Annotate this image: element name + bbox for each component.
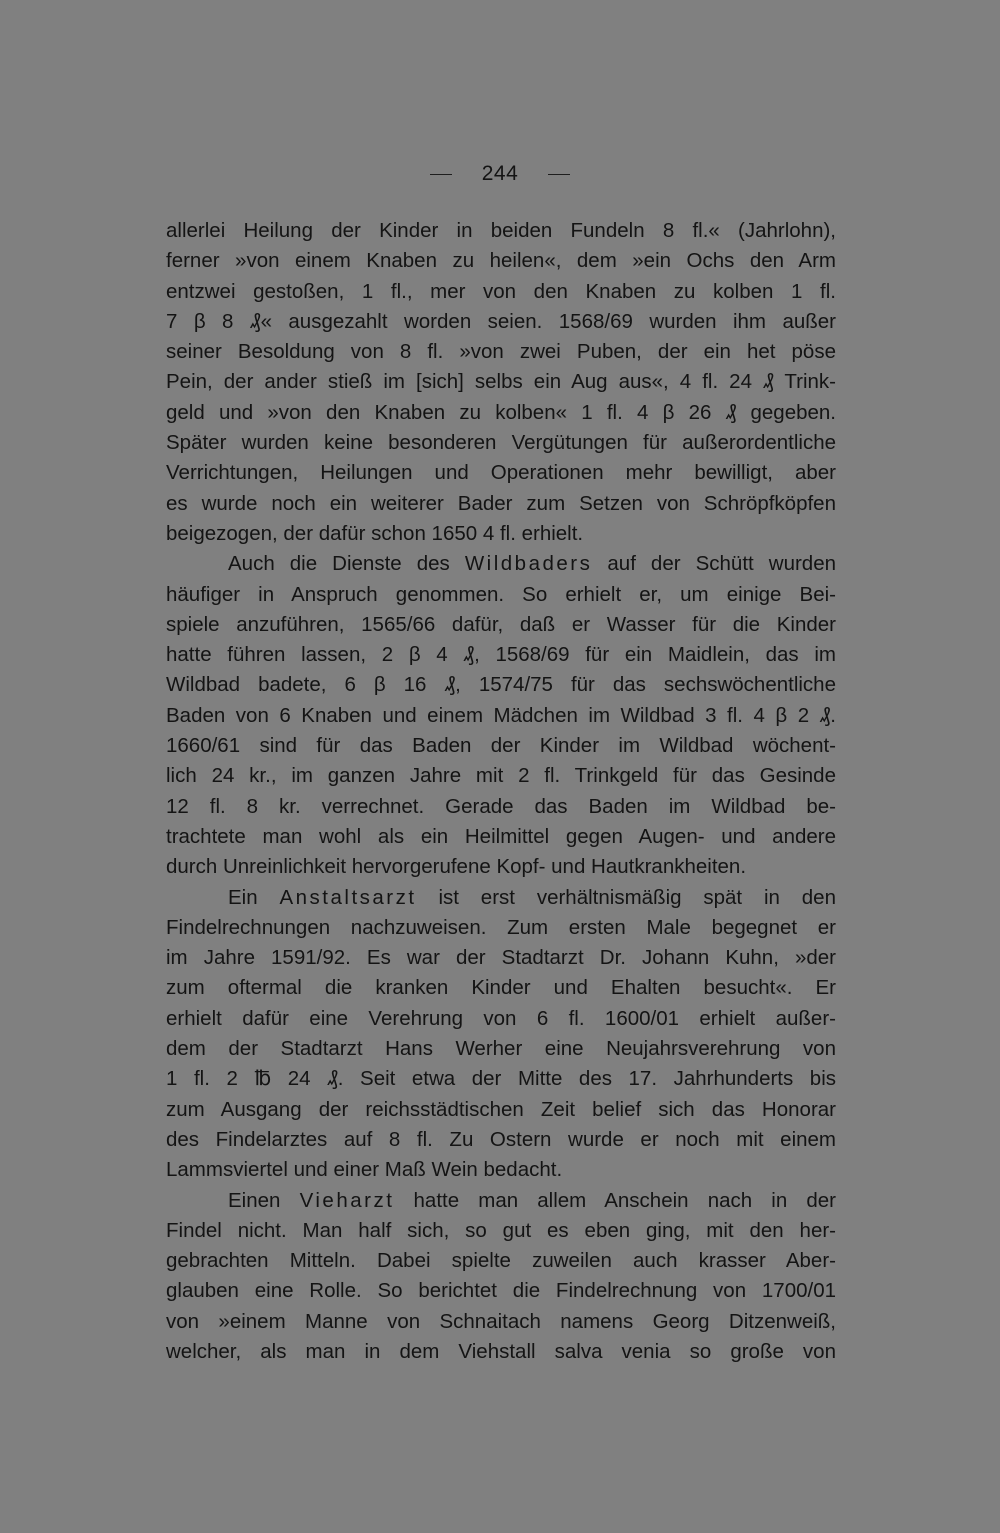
spaced-term-wildbader: Wildbaders (464, 552, 593, 576)
text-line: zum Ausgang der reichsstädtischen Zeit belief sich das Honorar (166, 1097, 836, 1121)
text-segment: Auch die Dienste des (228, 552, 465, 576)
text-segment: ist erst verhältnismäßig spät in den (416, 885, 836, 909)
text-line: spiele anzuführen, 1565/66 dafür, daß er Wasser für die Kinder (166, 612, 836, 636)
text-line: welcher, als man in dem Viehstall salva venia so große von (166, 1339, 836, 1363)
text-line: geld und »von den Knaben zu kolben« 1 fl. 4 β 26 ₰ gegeben. (166, 400, 836, 424)
page-number (0, 162, 1000, 186)
text-line: glauben eine Rolle. So berichtet die Findelrechnung von 1700/01 (166, 1279, 836, 1303)
paragraph-first-line (166, 883, 836, 913)
text-line: Baden von 6 Knaben und einem Mädchen im Wildbad 3 fl. 4 β 2 ₰. (166, 703, 836, 727)
page-number-dash-right (548, 174, 570, 175)
text-line: 7 β 8 ₰« ausgezahlt worden seien. 1568/69 wurden ihm außer (166, 309, 836, 333)
text-line: lich 24 kr., im ganzen Jahre mit 2 fl. Trinkgeld für das Gesinde (166, 764, 836, 788)
paragraph-last-line: durch Unreinlichkeit hervorgerufene Kopf- und Hautkrankheiten. (166, 855, 747, 879)
text-line: Später wurden keine besonderen Vergütungen für außerordentliche (166, 431, 836, 455)
text-line: 1660/61 sind für das Baden der Kinder im Wildbad wöchent- (166, 734, 836, 758)
paragraph-first-line (166, 549, 836, 579)
text-segment: hatte man allem Anschein nach in der (394, 1188, 836, 1212)
text-line: erhielt dafür eine Verehrung von 6 fl. 1600/01 erhielt außer- (166, 1006, 836, 1030)
text-line: gebrachten Mitteln. Dabei spielte zuweilen auch krasser Aber- (166, 1249, 836, 1273)
text-line: Findel nicht. Man half sich, so gut es eben ging, mit den her- (166, 1218, 836, 1242)
body-text (166, 216, 836, 1367)
page-number-dash-left (430, 174, 452, 175)
text-line: seiner Besoldung von 8 fl. »von zwei Puben, der ein het pöse (166, 340, 836, 364)
text-line: 12 fl. 8 kr. verrechnet. Gerade das Baden im Wildbad be- (166, 794, 836, 818)
text-line: im Jahre 1591/92. Es war der Stadtarzt Dr. Johann Kuhn, »der (166, 946, 836, 970)
text-line: des Findelarztes auf 8 fl. Zu Ostern wurde er noch mit einem (166, 1127, 836, 1151)
text-line: dem der Stadtarzt Hans Werher eine Neujahrsverehrung von (166, 1037, 836, 1061)
text-line: 1 fl. 2 ℔ 24 ₰. Seit etwa der Mitte des 17. Jahrhunderts bis (166, 1067, 836, 1091)
text-line: von »einem Manne von Schnaitach namens Georg Ditzenweiß, (166, 1309, 836, 1333)
spaced-term-anstaltsarzt: Anstaltsarzt (279, 885, 417, 909)
paragraph-first-line (166, 1186, 836, 1216)
text-line: Verrichtungen, Heilungen und Operationen mehr bewilligt, aber (166, 461, 836, 485)
page-number-value: 244 (481, 162, 519, 185)
text-line: trachtete man wohl als ein Heilmittel gegen Augen- und andere (166, 824, 836, 848)
paragraph-last-line: beigezogen, der dafür schon 1650 4 fl. erhielt. (166, 521, 584, 545)
text-line: ferner »von einem Knaben zu heilen«, dem »ein Ochs den Arm (166, 249, 836, 273)
text-line: hatte führen lassen, 2 β 4 ₰, 1568/69 für ein Maidlein, das im (166, 643, 836, 667)
text-line: entzwei gestoßen, 1 fl., mer von den Knaben zu kolben 1 fl. (166, 279, 836, 303)
paragraph-last-line: Lammsviertel und einer Maß Wein bedacht. (166, 1158, 563, 1182)
spaced-term-vieharzt: Vieharzt (299, 1188, 395, 1212)
text-segment: Ein (228, 885, 280, 909)
text-line: Wildbad badete, 6 β 16 ₰, 1574/75 für das sechswöchentliche (166, 673, 836, 697)
text-line: Findelrechnungen nachzuweisen. Zum ersten Male begegnet er (166, 915, 836, 939)
text-line: häufiger in Anspruch genommen. So erhielt er, um einige Bei- (166, 582, 836, 606)
text-line: es wurde noch ein weiterer Bader zum Setzen von Schröpfköpfen (166, 491, 836, 515)
text-line: allerlei Heilung der Kinder in beiden Fundeln 8 fl.« (Jahrlohn), (166, 219, 836, 242)
text-line: Pein, der ander stieß im [sich] selbs ein Aug aus«, 4 fl. 24 ₰ Trink- (166, 370, 836, 394)
text-line: zum oftermal die kranken Kinder und Ehalten besucht«. Er (166, 976, 836, 1000)
text-segment: Einen (228, 1188, 300, 1212)
text-segment: auf der Schütt wurden (592, 552, 836, 576)
